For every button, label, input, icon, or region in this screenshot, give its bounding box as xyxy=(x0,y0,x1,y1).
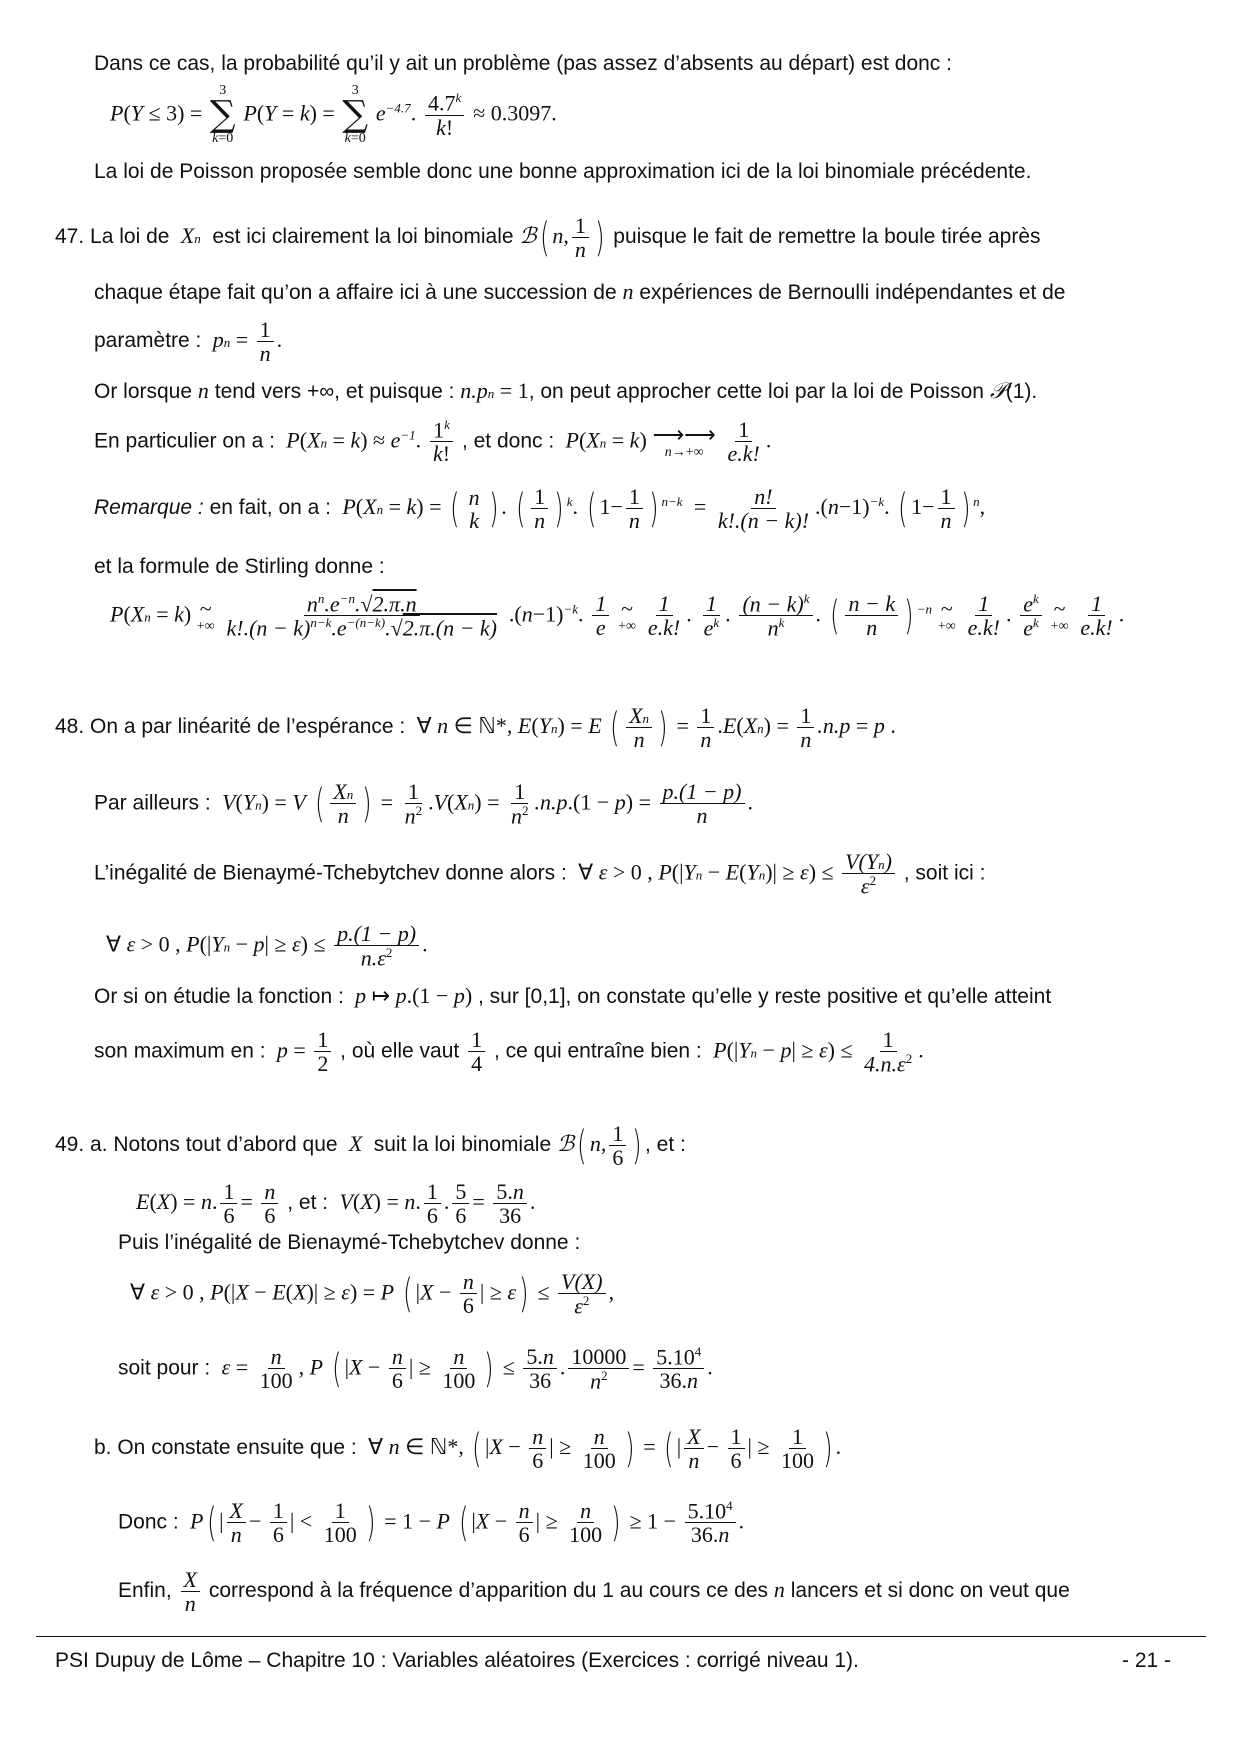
ex49-a-line4: ∀ ε > 0 , P(|X − E(X)| ≥ ε) = P ( |X − $\frac{n}{6}$ | ≥ ε) ≤ $\frac{V(X)}{\varepsilon^2}$ , xyxy=(130,1269,615,1319)
ex48-line2: Par ailleurs : V(Yn) = V ( $\frac{Xn}{n}$ ) = $\frac{1}{n^2}$ .V(Xn) = $\frac{1}{n^2}$ .n.p.(1 − p) = $\frac{p.(1 - p)}{n}$ . xyxy=(94,779,753,829)
intro-conclusion: La loi de Poisson proposée semble donc une bonne approximation ici de la loi binomiale précédente. xyxy=(94,160,1032,183)
ex49-b-line2: Donc : P( | $\frac{X}{n}$ − $\frac{1}{6}$ | < $\frac{1}{100}$ ) = 1 − P ( |X − $\frac{n}{6}$ | ≥ $\frac{n}{100}$ ) ≥ 1 − $\frac{5.10^4}{36.n}$ . xyxy=(118,1498,745,1548)
ex47-stirling-text: et la formule de Stirling donne : xyxy=(94,555,385,578)
ex49-b-line3: Enfin, $\frac{X}{n}$ correspond à la fréquence d’apparition du 1 au cours ce des n lancers et si donc on veut que xyxy=(118,1567,1070,1617)
ex49-a-line5: soit pour : ε = $\frac{n}{100}$ , P ( |X − $\frac{n}{6}$ | ≥ $\frac{n}{100}$ ) ≤ $\frac{5.n}{36}$ . $\frac{10000}{n^2}$ = $\frac{5.10^4}{36.n}$ . xyxy=(118,1344,713,1394)
ex48-line6: son maximum en : p = $\frac{1}{2}$ , où elle vaut $\frac{1}{4}$ , ce qui entraîne bien : P(|Yn − p| ≥ ε) ≤ $\frac{1}{4.n.\varepsilon^2}$ . xyxy=(94,1027,924,1077)
poisson-sum-equation: P(Y ≤ 3) = 3 ∑ k=0 P(Y = k) = 3 ∑ k=0 $e^{-4.7}$. $\frac{4.7^k}{k!}$ ≈ 0.3097. xyxy=(110,83,557,147)
ex48-line3: L’inégalité de Bienaymé-Tchebytchev donne alors : ∀ ε > 0 , P(|Yn − E(Yn)| ≥ ε) ≤ $\frac{V(Yn)}{\varepsilon^2}$ , soit ici : xyxy=(94,849,986,899)
ex49-b-line1: b. On constate ensuite que : ∀ n ∈ ℕ*, ( |X − $\frac{n}{6}$ | ≥ $\frac{n}{100}$ ) = ( | $\frac{X}{n}$ − $\frac{1}{6}$ | ≥ $\frac{1}{100}$ ) . xyxy=(94,1424,842,1474)
footer-rule xyxy=(36,1636,1206,1637)
ex47-line4: Or lorsque n tend vers +∞, et puisque : n.pn = 1, on peut approcher cette loi par la loi de Poisson 𝒫(1). xyxy=(94,378,1038,403)
ex48-line1: 48. On a par linéarité de l’espérance : ∀ n ∈ ℕ*, E(Yn) = E ( $\frac{Xn}{n}$ ) = $\frac{1}{n}$ .E(Xn) = $\frac{1}{n}$ .n.p = p . xyxy=(55,703,896,753)
stirling-equation: P(Xn = k) ~ +∞ $\frac{n^n.e^{-n}.√2.\pi.n}{k!.(n - k)^{n-k}.e^{-(n-k)}.√2.\pi.(n - k)}$ $.(n-1)^{-k}$. $\frac{1}{e}$ ~ +∞ $\frac{1}{e.k!}$ . $\frac{1}{e^k}$ . $\frac{(n - k)^k}{n^k}$ . ( $\frac{n - k}{n}$ ) $^{-n}$ ~ +∞ $\frac{1}{e.k!}$ . $\frac{e^k}{e^k}$ ~ +∞ $\frac{1}{e.k!}$ . xyxy=(110,591,1125,641)
ex47-remark: Remarque : en fait, on a : P(Xn = k) = ( n k ) . ( $\frac{1}{n}$ ) $^k$. ( 1− $\frac{1}{n}$ ) $^{n-k}$ = $\frac{n!}{k!.(n - k)!}$ $.(n-1)^{-k}$. ( 1− $\frac{1}{n}$ ) $^n$, xyxy=(94,484,986,534)
footer-title: PSI Dupuy de Lôme – Chapitre 10 : Variables aléatoires (Exercices : corrigé niveau 1). xyxy=(55,1649,859,1672)
ex49-a-line3: Puis l’inégalité de Bienaymé-Tchebytchev donne : xyxy=(118,1231,581,1254)
intro-line: Dans ce cas, la probabilité qu’il y ait un problème (pas assez d’absents au départ) est donc : xyxy=(94,52,952,75)
ex47-line3: paramètre : pn = $\frac{1}{n}$ . xyxy=(94,317,283,367)
ex49-a-line1: 49. a. Notons tout d’abord que X suit la loi binomiale ℬ( n, $\frac{1}{6}$ ) , et : xyxy=(55,1121,686,1171)
ex47-line5: En particulier on a : $P(Xn = k) \approx e^{-1}$. $\frac{1^k}{k!}$ , et donc : P(Xn = k) ⟶⟶ n→+∞ $\frac{1}{e.k!}$ . xyxy=(94,417,772,467)
ex47-line1: 47. La loi de Xn est ici clairement la loi binomiale ℬ( n, $\frac{1}{n}$ ) puisque le fait de remettre la boule tirée après xyxy=(55,213,1041,263)
page-number: - 21 - xyxy=(1122,1649,1172,1672)
ex49-a-line2: E(X) = n. $\frac{1}{6}$ = $\frac{n}{6}$ , et : V(X) = n. $\frac{1}{6}$ . $\frac{5}{6}$ = $\frac{5.n}{36}$ . xyxy=(136,1179,536,1229)
ex48-line5: Or si on étudie la fonction : p ↦ p.(1 − p) , sur [0,1], on constate qu’elle y reste positive et qu’elle atteint xyxy=(94,983,1052,1008)
ex48-line4: ∀ ε > 0 , P(|Yn − p| ≥ ε) ≤ $\frac{p.(1 - p)}{n.\varepsilon^2}$ . xyxy=(106,921,428,971)
ex47-line2: chaque étape fait qu’on a affaire ici à une succession de n expériences de Bernoulli indépendantes et de xyxy=(94,279,1066,304)
